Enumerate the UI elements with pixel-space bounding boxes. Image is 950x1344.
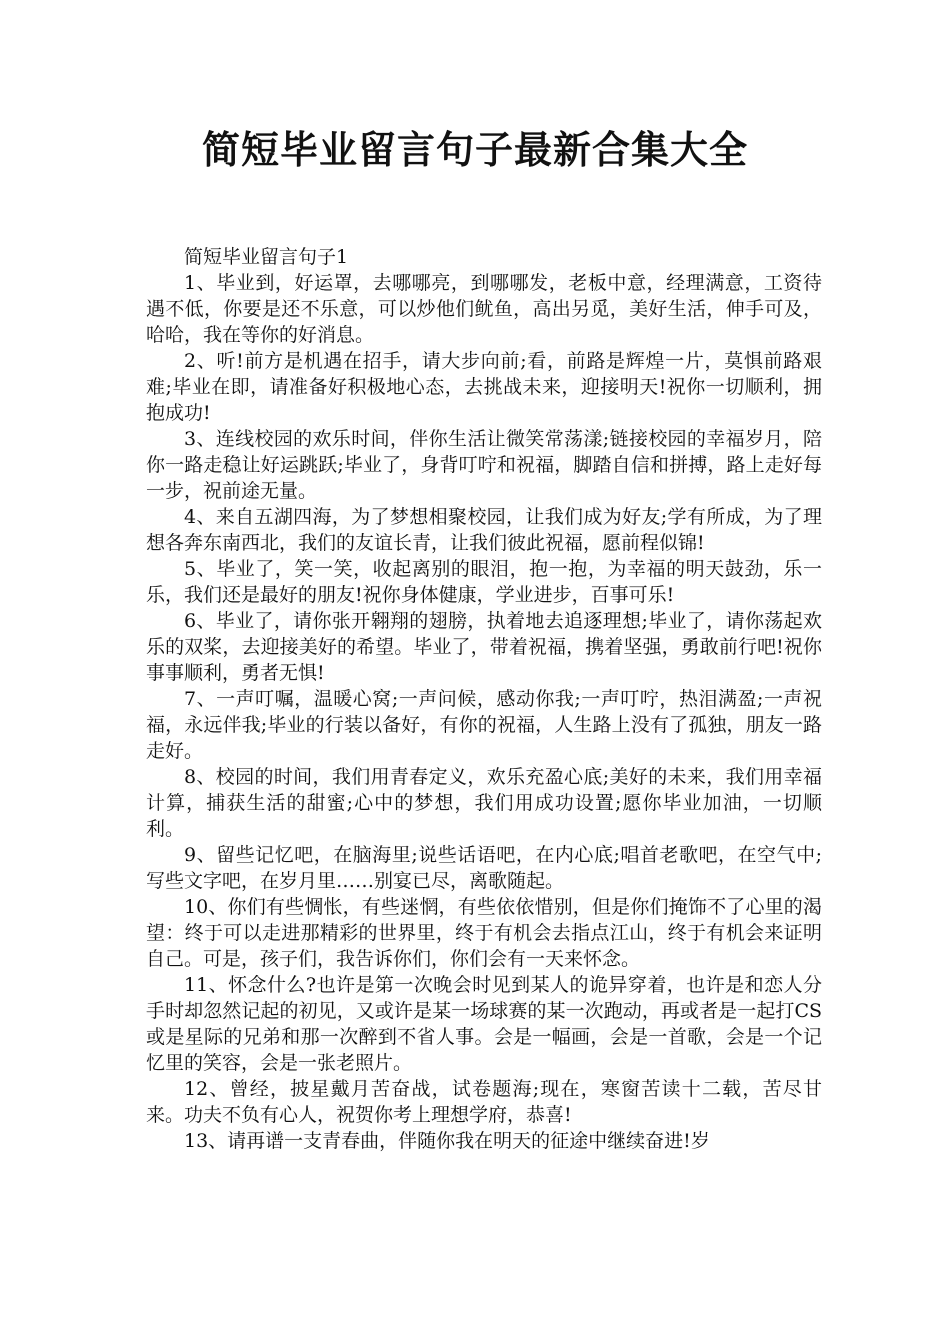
paragraph: 6、毕业了，请你张开翱翔的翅膀，执着地去追逐理想;毕业了，请你荡起欢乐的双桨，去迎接美好的希望。毕业了，带着祝福，携着坚强，勇敢前行吧!祝你事事顺利，勇者无惧! bbox=[146, 610, 822, 684]
paragraph: 10、你们有些惆怅，有些迷惘，有些依依惜别，但是你们掩饰不了心里的渴望：终于可以走进那精彩的世界里，终于有机会去指点江山，终于有机会来证明自己。可是，孩子们，我告诉你们，你们会有一天来怀念。 bbox=[146, 896, 822, 970]
document-title: 简短毕业留言句子最新合集大全 bbox=[201, 128, 748, 172]
paragraph: 8、校园的时间，我们用青春定义，欢乐充盈心底;美好的未来，我们用幸福计算，捕获生活的甜蜜;心中的梦想，我们用成功设置;愿你毕业加油，一切顺利。 bbox=[146, 766, 822, 840]
paragraph: 5、毕业了，笑一笑，收起离别的眼泪，抱一抱，为幸福的明天鼓劲，乐一乐，我们还是最好的朋友!祝你身体健康，学业进步，百事可乐! bbox=[146, 558, 822, 606]
paragraph: 12、曾经，披星戴月苦奋战，试卷题海;现在，寒窗苦读十二载，苦尽甘来。功夫不负有心人，祝贺你考上理想学府，恭喜! bbox=[146, 1078, 822, 1126]
section-subheading: 简短毕业留言句子1 bbox=[184, 246, 349, 268]
paragraph: 13、请再谱一支青春曲，伴随你我在明天的征途中继续奋进!岁 bbox=[184, 1130, 710, 1152]
document-body bbox=[146, 244, 822, 1154]
paragraph: 1、毕业到，好运罩，去哪哪亮，到哪哪发，老板中意，经理满意，工资待遇不低，你要是还不乐意，可以炒他们鱿鱼，高出另觅，美好生活，伸手可及，哈哈，我在等你的好消息。 bbox=[146, 272, 822, 346]
paragraph: 7、一声叮嘱，温暖心窝;一声问候，感动你我;一声叮咛，热泪满盈;一声祝福，永远伴我;毕业的行装以备好，有你的祝福，人生路上没有了孤独，朋友一路走好。 bbox=[146, 688, 822, 762]
paragraph: 9、留些记忆吧，在脑海里;说些话语吧，在内心底;唱首老歌吧，在空气中;写些文字吧，在岁月里……别宴已尽，离歌随起。 bbox=[146, 844, 822, 892]
paragraph: 2、听!前方是机遇在招手，请大步向前;看，前路是辉煌一片，莫惧前路艰难;毕业在即，请准备好积极地心态，去挑战未来，迎接明天!祝你一切顺利，拥抱成功! bbox=[146, 350, 822, 424]
paragraph: 3、连线校园的欢乐时间，伴你生活让微笑常荡漾;链接校园的幸福岁月，陪你一路走稳让好运跳跃;毕业了，身背叮咛和祝福，脚踏自信和拼搏，路上走好每一步，祝前途无量。 bbox=[146, 428, 822, 502]
paragraph: 11、怀念什么?也许是第一次晚会时见到某人的诡异穿着，也许是和恋人分手时却忽然记起的初见，又或许是某一场球赛的某一次跑动，再或者是一起打CS或是星际的兄弟和那一次醉到不省人事。会是一幅画，会是一首歌，会是一个记忆里的笑容，会是一张老照片。 bbox=[146, 974, 822, 1074]
paragraph: 4、来自五湖四海，为了梦想相聚校园，让我们成为好友;学有所成，为了理想各奔东南西北，我们的友谊长青，让我们彼此祝福，愿前程似锦! bbox=[146, 506, 822, 554]
